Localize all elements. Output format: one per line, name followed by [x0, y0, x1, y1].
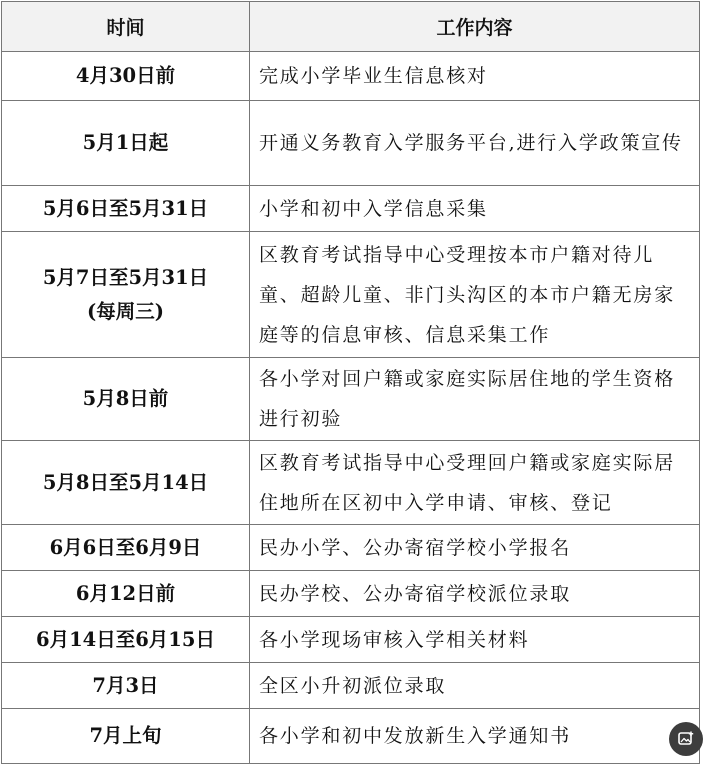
row-task: 各小学现场审核入学相关材料 — [250, 617, 700, 663]
table-row — [2, 52, 700, 101]
row-task: 民办小学、公办寄宿学校小学报名 — [250, 525, 700, 571]
admission-schedule-table — [1, 1, 700, 764]
table-row — [2, 186, 700, 232]
table-row — [2, 709, 700, 764]
row-time-note: (每周三) — [87, 299, 164, 323]
table-header-row — [2, 2, 700, 52]
row-task: 民办学校、公办寄宿学校派位录取 — [250, 571, 700, 617]
row-time: 6月12日前 — [2, 571, 250, 617]
row-time: 7月3日 — [2, 663, 250, 709]
row-time: 5月8日前 — [2, 358, 250, 441]
row-time: 7月上旬 — [2, 709, 250, 764]
table-row — [2, 617, 700, 663]
table-row — [2, 232, 700, 358]
row-time: 5月1日起 — [2, 101, 250, 186]
table-row — [2, 441, 700, 525]
table-row — [2, 101, 700, 186]
header-task: 工作内容 — [250, 2, 700, 52]
image-edit-button[interactable] — [669, 722, 703, 756]
row-time: 4月30日前 — [2, 52, 250, 101]
table-row — [2, 571, 700, 617]
table-row — [2, 663, 700, 709]
row-time-cell — [2, 232, 250, 358]
table-row — [2, 358, 700, 441]
row-task: 全区小升初派位录取 — [250, 663, 700, 709]
table-row — [2, 525, 700, 571]
row-time: 5月7日至5月31日 — [42, 265, 209, 289]
row-time: 6月6日至6月9日 — [2, 525, 250, 571]
header-time: 时间 — [2, 2, 250, 52]
row-time: 5月8日至5月14日 — [2, 441, 250, 525]
row-time: 6月14日至6月15日 — [2, 617, 250, 663]
row-task: 小学和初中入学信息采集 — [250, 186, 700, 232]
row-task: 各小学对回户籍或家庭实际居住地的学生资格进行初验 — [250, 358, 700, 441]
row-task: 完成小学毕业生信息核对 — [250, 52, 700, 101]
row-task: 区教育考试指导中心受理回户籍或家庭实际居住地所在区初中入学申请、审核、登记 — [250, 441, 700, 525]
row-task: 区教育考试指导中心受理按本市户籍对待儿童、超龄儿童、非门头沟区的本市户籍无房家庭等的信息审核、信息采集工作 — [250, 232, 700, 358]
row-time: 5月6日至5月31日 — [2, 186, 250, 232]
row-task: 各小学和初中发放新生入学通知书 — [250, 709, 700, 764]
image-edit-icon — [677, 730, 695, 748]
row-task: 开通义务教育入学服务平台,进行入学政策宣传 — [250, 101, 700, 186]
